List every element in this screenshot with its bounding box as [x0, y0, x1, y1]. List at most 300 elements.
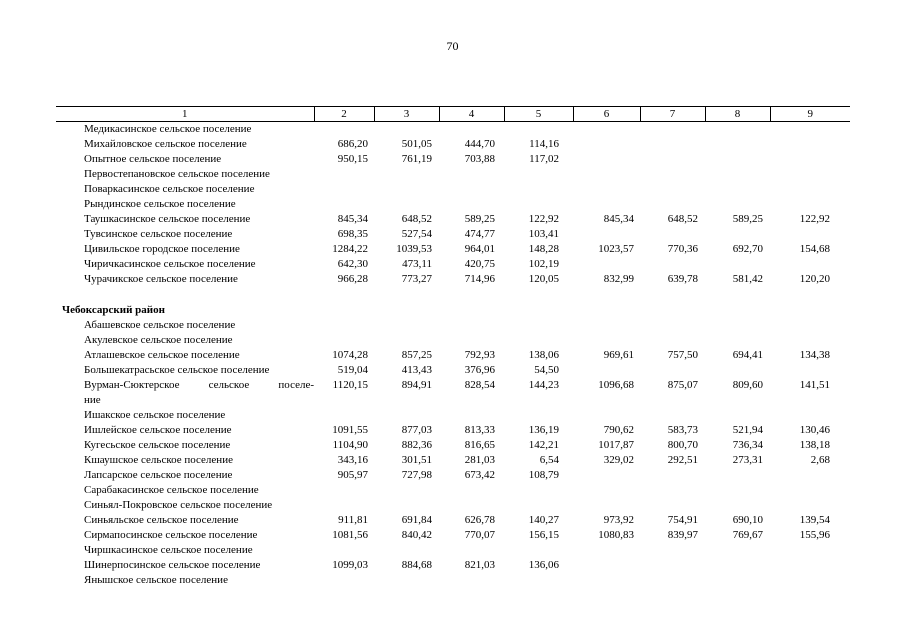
cell-col9	[770, 152, 850, 167]
cell-col8	[705, 182, 770, 197]
cell-col6	[573, 498, 640, 513]
cell-col2	[314, 543, 374, 558]
cell-col5: 138,06	[528, 349, 559, 361]
cell-col9: 138,18	[799, 439, 830, 451]
cell-col5: 136,06	[528, 559, 559, 571]
cell-col7: 583,73	[667, 424, 698, 436]
district-section	[56, 287, 850, 318]
cell-col5: 6,54	[539, 454, 559, 466]
cell-col8	[705, 197, 770, 212]
cell-col9: 139,54	[799, 514, 830, 526]
cell-col4: 821,03	[464, 559, 495, 571]
cell-col9	[770, 257, 850, 272]
cell-col8: 521,94	[732, 424, 763, 436]
cell-col2	[314, 318, 374, 333]
column-header: 2	[314, 107, 374, 122]
cell-col3	[374, 408, 439, 423]
cell-col2: 642,30	[337, 258, 368, 270]
cell-col2: 519,04	[337, 364, 368, 376]
cell-col7	[640, 468, 705, 483]
cell-col8	[705, 558, 770, 573]
cell-col8: 589,25	[732, 213, 763, 225]
table-row	[56, 333, 850, 348]
cell-col6: 329,02	[603, 454, 634, 466]
table-body-c	[56, 408, 850, 588]
cell-col6	[573, 468, 640, 483]
cell-col8	[705, 167, 770, 182]
cell-col9: 2,68	[810, 454, 830, 466]
cell-col7: 800,70	[667, 439, 698, 451]
table-row-continuation	[56, 393, 850, 408]
cell-col8: 769,67	[732, 529, 763, 541]
table-row	[56, 227, 850, 242]
cell-col5: 103,41	[528, 228, 559, 240]
cell-col7	[640, 122, 705, 138]
settlement-name: Рындинское сельское поселение	[84, 198, 236, 210]
cell-col2	[314, 498, 374, 513]
settlement-name-continuation: ние	[84, 394, 101, 406]
cell-col3: 727,98	[401, 469, 432, 481]
cell-col5	[504, 483, 573, 498]
cell-col9	[770, 227, 850, 242]
cell-col9: 120,20	[799, 273, 830, 285]
table-row	[56, 513, 850, 528]
cell-col5: 108,79	[528, 469, 559, 481]
cell-col9	[770, 483, 850, 498]
settlement-name: Синьяльское сельское поселение	[84, 514, 239, 526]
cell-col2: 343,16	[337, 454, 368, 466]
cell-col9	[770, 468, 850, 483]
page-number: 70	[446, 39, 459, 53]
cell-col7: 292,51	[667, 454, 698, 466]
cell-col4: 281,03	[464, 454, 495, 466]
cell-col6: 790,62	[603, 424, 634, 436]
cell-col4: 964,01	[464, 243, 495, 255]
cell-col9: 155,96	[799, 529, 830, 541]
cell-col6	[573, 167, 640, 182]
cell-col2: 698,35	[337, 228, 368, 240]
cell-col5: 114,16	[529, 138, 559, 150]
cell-col2: 1284,22	[332, 243, 368, 255]
cell-col6	[573, 137, 640, 152]
table-row	[56, 182, 850, 197]
settlement-name: Чиршкасинское сельское поселение	[84, 544, 253, 556]
table-row	[56, 363, 850, 378]
cell-col8	[705, 257, 770, 272]
cell-col8: 736,34	[732, 439, 763, 451]
cell-col3	[374, 573, 439, 588]
cell-col3	[374, 543, 439, 558]
table-row	[56, 483, 850, 498]
cell-col3: 840,42	[401, 529, 432, 541]
cell-col5: 140,27	[528, 514, 559, 526]
settlement-name: Абашевское сельское поселение	[84, 319, 236, 331]
cell-col9	[770, 498, 850, 513]
cell-col4: 420,75	[464, 258, 495, 270]
settlement-name: Вурман-Сюктерское сельское поселе-	[84, 379, 314, 391]
table-row	[56, 423, 850, 438]
cell-col7	[640, 318, 705, 333]
cell-col8	[705, 468, 770, 483]
cell-col3: 761,19	[401, 153, 432, 165]
cell-col7	[640, 167, 705, 182]
cell-col3: 882,36	[401, 439, 432, 451]
cell-col7	[640, 227, 705, 242]
cell-col5	[504, 167, 573, 182]
cell-col8	[705, 318, 770, 333]
cell-col2: 950,15	[337, 153, 368, 165]
settlement-name: Михайловское сельское поселение	[84, 138, 247, 150]
cell-col2	[314, 197, 374, 212]
cell-col8	[705, 122, 770, 138]
district-heading-row	[56, 303, 850, 318]
cell-col3: 857,25	[401, 349, 432, 361]
cell-col2: 905,97	[337, 469, 368, 481]
cell-col8: 690,10	[732, 514, 763, 526]
cell-col7: 839,97	[667, 529, 698, 541]
cell-col6: 1023,57	[598, 243, 634, 255]
column-header: 4	[439, 107, 504, 122]
cell-col4	[439, 483, 504, 498]
column-header: 1	[56, 107, 314, 122]
cell-col2: 845,34	[337, 213, 368, 225]
settlement-name: Сирмапосинское сельское поселение	[84, 529, 258, 541]
cell-col3	[374, 498, 439, 513]
cell-col5	[504, 543, 573, 558]
cell-col7	[640, 543, 705, 558]
cell-col6	[573, 257, 640, 272]
settlement-name: Атлашевское сельское поселение	[84, 349, 240, 361]
cell-col5: 148,28	[528, 243, 559, 255]
cell-col6	[573, 558, 640, 573]
cell-col7: 754,91	[667, 514, 698, 526]
cell-col8	[705, 543, 770, 558]
cell-col8: 692,70	[732, 243, 763, 255]
column-number-row	[56, 107, 850, 122]
cell-col7	[640, 498, 705, 513]
cell-col5: 102,19	[528, 258, 559, 270]
cell-col5	[504, 573, 573, 588]
settlement-name: Чиричкасинское сельское поселение	[84, 258, 256, 270]
cell-col8: 273,31	[732, 454, 763, 466]
table-row	[56, 167, 850, 182]
cell-col9	[770, 197, 850, 212]
cell-col9	[770, 182, 850, 197]
cell-col3: 301,51	[401, 454, 432, 466]
settlement-name: Кугесьское сельское поселение	[84, 439, 231, 451]
table-row	[56, 137, 850, 152]
cell-col9: 122,92	[799, 213, 830, 225]
table-row	[56, 408, 850, 423]
cell-col2: 1091,55	[332, 424, 368, 436]
cell-col6: 845,34	[603, 213, 634, 225]
cell-col6	[573, 197, 640, 212]
cell-col4	[439, 408, 504, 423]
cell-col4: 813,33	[464, 424, 495, 436]
cell-col2: 1104,90	[332, 439, 368, 451]
table-row	[56, 573, 850, 588]
table-row	[56, 378, 850, 393]
settlement-name: Цивильское городское поселение	[84, 243, 240, 255]
cell-col8	[705, 483, 770, 498]
cell-col4	[439, 167, 504, 182]
settlement-name: Большекатрасьское сельское поселение	[84, 364, 270, 376]
cell-col4: 673,42	[464, 469, 495, 481]
column-header: 6	[573, 107, 640, 122]
cell-col2	[314, 573, 374, 588]
cell-col9: 130,46	[799, 424, 830, 436]
cell-col8: 809,60	[732, 379, 763, 391]
cell-col4: 444,70	[464, 138, 495, 150]
table-row	[56, 558, 850, 573]
cell-col4: 376,96	[464, 364, 495, 376]
cell-col3: 473,11	[402, 258, 432, 270]
cell-col7	[640, 573, 705, 588]
cell-col8	[705, 573, 770, 588]
column-header: 3	[374, 107, 439, 122]
cell-col2: 911,81	[338, 514, 368, 526]
cell-col5	[504, 197, 573, 212]
cell-col5	[504, 333, 573, 348]
cell-col5: 144,23	[528, 379, 559, 391]
cell-col8	[705, 363, 770, 378]
table-row	[56, 498, 850, 513]
cell-col7	[640, 257, 705, 272]
cell-col9	[770, 333, 850, 348]
cell-col9	[770, 543, 850, 558]
cell-col7	[640, 408, 705, 423]
cell-col9	[770, 558, 850, 573]
settlement-name: Сарабакасинское сельское поселение	[84, 484, 259, 496]
cell-col4	[439, 543, 504, 558]
cell-col6	[573, 122, 640, 138]
settlement-name: Шинерпосинское сельское поселение	[84, 559, 261, 571]
cell-col2	[314, 483, 374, 498]
cell-col3	[374, 122, 439, 138]
settlement-name: Ишлейское сельское поселение	[84, 424, 232, 436]
cell-col5: 136,19	[528, 424, 559, 436]
cell-col7	[640, 152, 705, 167]
table-row	[56, 122, 850, 138]
cell-col4: 703,88	[464, 153, 495, 165]
table-row	[56, 272, 850, 287]
cell-col3	[374, 182, 439, 197]
column-header: 9	[770, 107, 850, 122]
table-row	[56, 543, 850, 558]
cell-col3	[374, 318, 439, 333]
cell-col2	[314, 333, 374, 348]
cell-col6: 1017,87	[598, 439, 634, 451]
cell-col4: 816,65	[464, 439, 495, 451]
cell-col3	[374, 167, 439, 182]
cell-col9	[770, 573, 850, 588]
settlement-name: Синьял-Покровское сельское поселение	[84, 499, 273, 511]
table-body-b	[56, 318, 850, 378]
cell-col6: 973,92	[603, 514, 634, 526]
cell-col3	[374, 483, 439, 498]
cell-col9: 141,51	[799, 379, 830, 391]
settlement-name: Медикасинское сельское поселение	[84, 123, 252, 135]
cell-col5: 156,15	[528, 529, 559, 541]
cell-col8	[705, 333, 770, 348]
cell-col3: 1039,53	[396, 243, 432, 255]
cell-col6	[573, 227, 640, 242]
cell-col9	[770, 122, 850, 138]
cell-col2: 1074,28	[332, 349, 368, 361]
cell-col3: 773,27	[401, 273, 432, 285]
column-header: 8	[705, 107, 770, 122]
cell-col4	[439, 318, 504, 333]
cell-col8	[705, 152, 770, 167]
data-table	[56, 106, 850, 588]
cell-col8	[705, 408, 770, 423]
cell-col5: 54,50	[534, 364, 559, 376]
cell-col7: 875,07	[667, 379, 698, 391]
cell-col8: 694,41	[732, 349, 763, 361]
cell-col9: 134,38	[799, 349, 830, 361]
cell-col5: 120,05	[528, 273, 559, 285]
spacer-row	[56, 287, 850, 303]
cell-col7: 639,78	[667, 273, 698, 285]
cell-col9	[770, 363, 850, 378]
cell-col5: 122,92	[528, 213, 559, 225]
cell-col8	[705, 227, 770, 242]
cell-col4: 474,77	[464, 228, 495, 240]
cell-col4	[439, 182, 504, 197]
cell-col4	[439, 197, 504, 212]
cell-col6	[573, 483, 640, 498]
cell-col3	[374, 197, 439, 212]
cell-col7: 648,52	[667, 213, 698, 225]
table-row	[56, 318, 850, 333]
cell-col5	[504, 498, 573, 513]
cell-col4	[439, 122, 504, 138]
cell-col3: 413,43	[401, 364, 432, 376]
cell-col5: 117,02	[529, 153, 559, 165]
settlement-name: Кшаушское сельское поселение	[84, 454, 233, 466]
cell-col6: 1096,68	[598, 379, 634, 391]
settlement-name: Лапсарское сельское поселение	[84, 469, 233, 481]
cell-col6	[573, 573, 640, 588]
settlement-name: Опытное сельское поселение	[84, 153, 222, 165]
cell-col7: 770,36	[667, 243, 698, 255]
cell-col2	[314, 182, 374, 197]
wrapped-row-group	[56, 378, 850, 408]
cell-col6: 969,61	[603, 349, 634, 361]
cell-col7	[640, 197, 705, 212]
table-row	[56, 468, 850, 483]
settlement-name: Тувсинское сельское поселение	[84, 228, 233, 240]
column-header: 5	[504, 107, 573, 122]
cell-col3: 691,84	[401, 514, 432, 526]
table-row	[56, 438, 850, 453]
cell-col6	[573, 333, 640, 348]
cell-col7	[640, 558, 705, 573]
column-header: 7	[640, 107, 705, 122]
table-row	[56, 453, 850, 468]
cell-col2: 1081,56	[332, 529, 368, 541]
cell-col8	[705, 498, 770, 513]
cell-col6	[573, 408, 640, 423]
table-row	[56, 152, 850, 167]
cell-col2	[314, 167, 374, 182]
cell-col6	[573, 363, 640, 378]
table-row	[56, 528, 850, 543]
table-row	[56, 348, 850, 363]
settlement-name: Чурачикское сельское поселение	[84, 273, 238, 285]
settlement-name: Поваркасинское сельское поселение	[84, 183, 255, 195]
cell-col6	[573, 543, 640, 558]
cell-col2	[314, 122, 374, 138]
cell-col7	[640, 333, 705, 348]
cell-col7: 757,50	[667, 349, 698, 361]
cell-col4	[439, 573, 504, 588]
table-row	[56, 212, 850, 227]
cell-col3: 648,52	[401, 213, 432, 225]
cell-col3: 884,68	[401, 559, 432, 571]
table-row	[56, 242, 850, 257]
cell-col4: 792,93	[464, 349, 495, 361]
cell-col5: 142,21	[528, 439, 559, 451]
cell-col4: 589,25	[464, 213, 495, 225]
cell-col6: 1080,83	[598, 529, 634, 541]
settlement-name: Ишакское сельское поселение	[84, 409, 226, 421]
cell-col6	[573, 182, 640, 197]
cell-col2: 1120,15	[332, 379, 368, 391]
cell-col9	[770, 167, 850, 182]
cell-col7	[640, 483, 705, 498]
cell-col4: 714,96	[464, 273, 495, 285]
cell-col4: 626,78	[464, 514, 495, 526]
table-row	[56, 197, 850, 212]
district-heading: Чебоксарский район	[62, 304, 165, 316]
cell-col7	[640, 137, 705, 152]
settlement-name: Таушкасинское сельское поселение	[84, 213, 251, 225]
cell-col3	[374, 333, 439, 348]
settlement-name: Янышское сельское поселение	[84, 574, 228, 586]
cell-col6	[573, 318, 640, 333]
cell-col3: 894,91	[401, 379, 432, 391]
cell-col3: 877,03	[401, 424, 432, 436]
cell-col4: 828,54	[464, 379, 495, 391]
cell-col8	[705, 137, 770, 152]
cell-col9: 154,68	[799, 243, 830, 255]
cell-col3: 501,05	[401, 138, 432, 150]
cell-col9	[770, 408, 850, 423]
cell-col2: 1099,03	[332, 559, 368, 571]
cell-col5	[504, 318, 573, 333]
cell-col2: 966,28	[337, 273, 368, 285]
settlement-name: Первостепановское сельское поселение	[84, 168, 270, 180]
cell-col9	[770, 318, 850, 333]
cell-col6: 832,99	[603, 273, 634, 285]
cell-col9	[770, 137, 850, 152]
cell-col2: 686,20	[337, 138, 368, 150]
cell-col5	[504, 408, 573, 423]
table-body-a	[56, 122, 850, 288]
table-row	[56, 257, 850, 272]
settlement-name: Акулевское сельское поселение	[84, 334, 233, 346]
cell-col4	[439, 498, 504, 513]
cell-col8: 581,42	[732, 273, 763, 285]
cell-col6	[573, 152, 640, 167]
cell-col7	[640, 363, 705, 378]
cell-col4	[439, 333, 504, 348]
cell-col4: 770,07	[464, 529, 495, 541]
cell-col5	[504, 182, 573, 197]
cell-col7	[640, 182, 705, 197]
cell-col3: 527,54	[401, 228, 432, 240]
